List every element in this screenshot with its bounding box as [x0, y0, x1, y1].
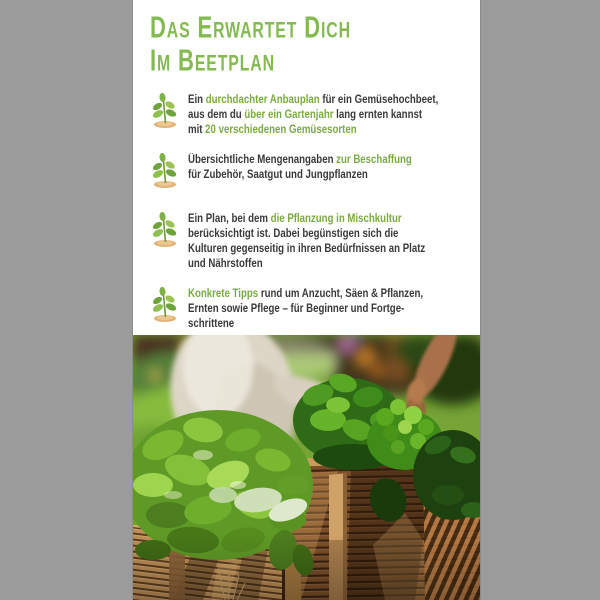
feature-text-segment: durchdachter Anbauplan	[205, 94, 320, 106]
feature-item	[150, 152, 466, 188]
feature-item	[150, 211, 466, 272]
feature-list	[150, 92, 466, 346]
page-title	[150, 12, 351, 78]
feature-text-segment: die Pflanzung in Mischkultur	[270, 213, 402, 225]
feature-text-segment: Ernten sowie Pflege – für Beginner und Fortge-	[188, 303, 405, 315]
feature-text-segment: lang ernten kannst	[333, 109, 423, 121]
feature-item	[150, 286, 466, 332]
page-title-line-1: Das Erwartet Dich	[150, 10, 351, 45]
seedling-icon	[150, 286, 180, 322]
content-panel	[133, 0, 480, 600]
seedling-icon	[150, 211, 180, 247]
feature-text-segment: für Zubehör, Saatgut und Jungpflanzen	[188, 169, 368, 181]
feature-text-segment: Übersichtliche Mengenangaben	[188, 154, 337, 166]
feature-text-segment: berücksichtigt ist. Dabei begünstigen sich die	[188, 228, 399, 240]
feature-text-segment: Konkrete Tipps	[188, 288, 259, 300]
feature-text-segment: für ein Gemüsehochbeet,	[319, 94, 439, 106]
feature-text-segment: mit	[188, 124, 206, 136]
feature-text-segment: und Nährstoffen	[188, 258, 263, 270]
feature-text-segment: zur Beschaffung	[336, 154, 412, 166]
feature-text-segment: schrittene	[188, 318, 235, 330]
feature-text	[188, 211, 425, 272]
feature-text-segment: Ein	[188, 94, 206, 106]
feature-text-segment: Kulturen gegenseitig in ihren Bedürfnissen an Platz	[188, 243, 426, 255]
feature-text-segment: aus dem du	[188, 109, 245, 121]
feature-text-segment: 20 verschiedenen Gemüsesorten	[205, 124, 357, 136]
page-title-line-2: Im Beetplan	[150, 43, 275, 78]
feature-text	[188, 92, 438, 138]
feature-text-segment: über ein Gartenjahr	[244, 109, 334, 121]
feature-text-segment: Ein Plan, bei dem	[188, 213, 271, 225]
feature-text-segment: rund um Anzucht, Säen & Pflanzen,	[258, 288, 424, 300]
seedling-icon	[150, 92, 180, 128]
feature-text	[188, 286, 423, 332]
feature-item	[150, 92, 466, 138]
garden-photo	[133, 335, 480, 600]
photo-vignette	[133, 335, 480, 600]
feature-text	[188, 152, 412, 183]
seedling-icon	[150, 152, 180, 188]
